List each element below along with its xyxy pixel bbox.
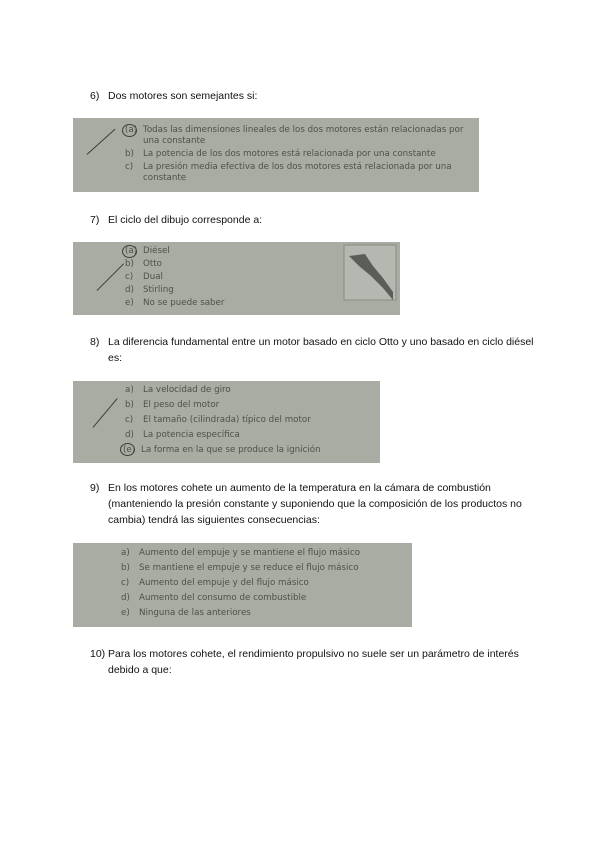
- option-e: e) Ninguna de las anteriores: [121, 608, 251, 618]
- option-b: b) El peso del motor: [125, 400, 220, 410]
- option-c: c) El tamaño (cilindrada) típico del motor: [125, 415, 311, 425]
- question-10: [90, 646, 540, 678]
- question-number: 10): [90, 648, 106, 660]
- question-number: 9): [90, 482, 100, 494]
- option-a: a) Aumento del empuje y se mantiene el flujo másico: [121, 548, 361, 558]
- option-c: c) Dual: [125, 272, 163, 282]
- check-mark: [87, 129, 116, 155]
- question-8: [90, 334, 540, 366]
- question-text: El ciclo del dibujo corresponde a:: [108, 214, 263, 226]
- question-6: [90, 88, 540, 104]
- option-a: (a) Diésel: [125, 246, 170, 256]
- option-b: b) Se mantiene el empuje y se reduce el flujo másico: [121, 563, 359, 573]
- cycle-diagram: [343, 244, 398, 302]
- option-e: e) No se puede saber: [125, 298, 225, 308]
- option-a: a) La velocidad de giro: [125, 385, 231, 395]
- question-7: [90, 212, 540, 228]
- scanned-options-q6: [73, 118, 479, 192]
- option-c-cont: constante: [143, 173, 187, 183]
- option-c: c) Aumento del empuje y del flujo másico: [121, 578, 309, 588]
- option-d: d) Stirling: [125, 285, 174, 295]
- question-number: 7): [90, 214, 100, 226]
- question-9: [90, 480, 540, 528]
- scanned-options-q9: [73, 543, 412, 627]
- option-d: d) La potencia específica: [125, 430, 240, 440]
- option-d: d) Aumento del consumo de combustible: [121, 593, 307, 603]
- question-text: Dos motores son semejantes si:: [108, 90, 258, 102]
- question-text: La diferencia fundamental entre un motor basado en ciclo Otto y uno basado en ciclo diésel es:: [108, 336, 534, 364]
- question-number: 8): [90, 336, 100, 348]
- option-e: (e) La forma en la que se produce la ignición: [123, 445, 321, 455]
- option-b: b) Otto: [125, 259, 162, 269]
- question-text: Para los motores cohete, el rendimiento propulsivo no suele ser un parámetro de interés debido a que:: [108, 648, 519, 676]
- check-mark: [97, 263, 125, 291]
- option-a: (a) Todas las dimensiones lineales de los dos motores están relacionadas por: [125, 125, 464, 135]
- check-mark: [93, 398, 118, 428]
- scanned-options-q8: [73, 381, 380, 463]
- option-c: c) La presión media efectiva de los dos motores está relacionada por una: [125, 162, 452, 172]
- option-b: b) La potencia de los dos motores está relacionada por una constante: [125, 149, 436, 159]
- question-number: 6): [90, 90, 100, 102]
- option-a-cont: una constante: [143, 136, 206, 146]
- question-text: En los motores cohete un aumento de la temperatura en la cámara de combustión (manteniendo la presión constante y suponiendo que la composición de los productos no cambia) tendrá las siguientes consecuencias:: [108, 482, 522, 526]
- scanned-options-q7: [73, 242, 400, 315]
